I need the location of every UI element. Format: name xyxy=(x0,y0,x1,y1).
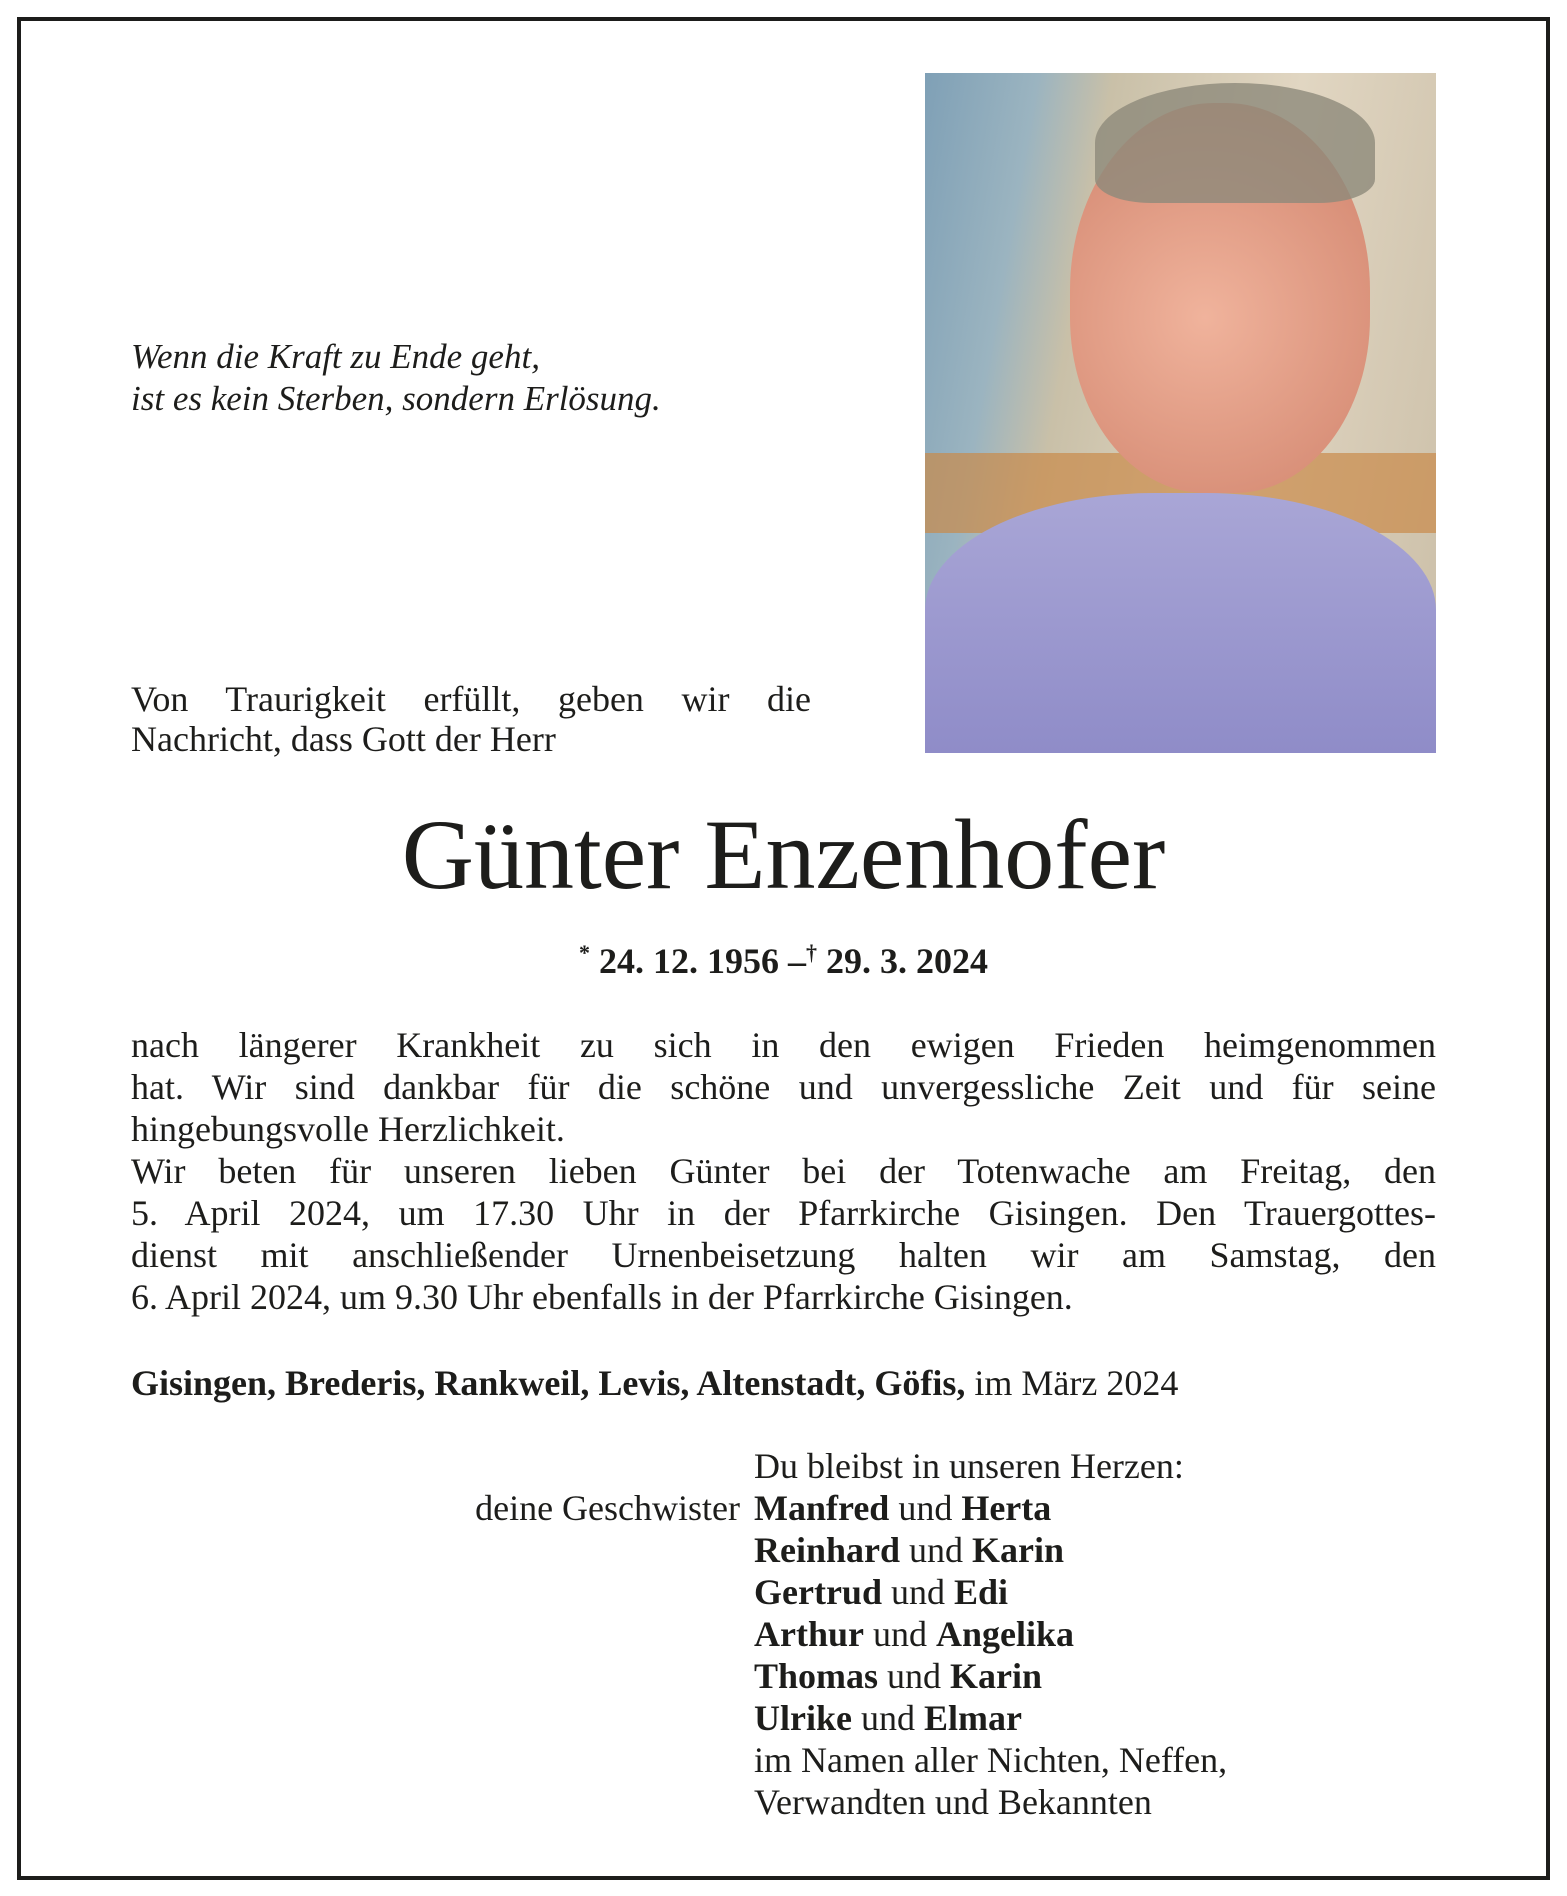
places-date-line xyxy=(131,1362,1178,1404)
body-line: hat. Wir sind dankbar für die schöne und unvergessliche Zeit und für seine xyxy=(131,1067,1436,1107)
sibling-name: Thomas xyxy=(754,1656,879,1696)
partner-name: Karin xyxy=(972,1530,1065,1570)
sibling-name: Arthur xyxy=(754,1614,864,1654)
and-word: und xyxy=(887,1656,942,1696)
places: Gisingen, Brederis, Rankweil, Levis, Altenstadt, Göfis, xyxy=(131,1363,966,1403)
birth-symbol: * xyxy=(579,940,590,965)
birth-date: 24. 12. 1956 xyxy=(599,941,779,981)
intro-line: Von Traurigkeit erfüllt, geben wir die xyxy=(131,679,811,719)
closing-line: im Namen aller Nichten, Neffen, xyxy=(754,1740,1228,1780)
death-date: 29. 3. 2024 xyxy=(826,941,988,981)
body-line: Wir beten für unseren lieben Günter bei der Totenwache am Freitag, den xyxy=(131,1151,1436,1191)
deceased-name: Günter Enzenhofer xyxy=(401,799,1166,910)
body-line: 5. April 2024, um 17.30 Uhr in der Pfarrkirche Gisingen. Den Trauergottes- xyxy=(131,1193,1436,1233)
date-separator: – xyxy=(788,941,806,981)
life-dates xyxy=(0,940,1567,982)
and-word: und xyxy=(860,1698,915,1738)
portrait-photo xyxy=(925,73,1436,753)
relation-label: deine Geschwister xyxy=(475,1488,740,1528)
quote-line: Wenn die Kraft zu Ende geht, xyxy=(131,337,540,376)
couple xyxy=(754,1571,1227,1613)
quote xyxy=(131,336,661,420)
body-line: 6. April 2024, um 9.30 Uhr ebenfalls in der Pfarrkirche Gisingen. xyxy=(131,1277,1073,1317)
sibling-name: Manfred xyxy=(754,1488,890,1528)
partner-name: Edi xyxy=(953,1572,1009,1612)
closing-line: Verwandten und Bekannten xyxy=(754,1782,1152,1822)
sibling-name: Gertrud xyxy=(754,1572,882,1612)
partner-name: Elmar xyxy=(923,1698,1022,1738)
quote-line: ist es kein Sterben, sondern Erlösung. xyxy=(131,379,661,418)
sibling-name: Reinhard xyxy=(754,1530,901,1570)
sibling-name: Ulrike xyxy=(754,1698,852,1738)
partner-name: Herta xyxy=(961,1488,1052,1528)
body-line: dienst mit anschließender Urnenbeisetzung halten wir am Samstag, den xyxy=(131,1235,1436,1275)
couple xyxy=(754,1697,1227,1739)
announcement-body xyxy=(131,1024,1436,1318)
and-word: und xyxy=(890,1572,945,1612)
couple xyxy=(754,1655,1227,1697)
signature-block xyxy=(754,1445,1227,1823)
partner-name: Karin xyxy=(950,1656,1043,1696)
couple xyxy=(754,1529,1227,1571)
body-line: hingebungsvolle Herzlichkeit. xyxy=(131,1109,565,1149)
couple xyxy=(754,1487,1227,1529)
and-word: und xyxy=(873,1614,927,1654)
death-symbol: † xyxy=(806,940,817,965)
and-word: und xyxy=(909,1530,964,1570)
couple xyxy=(754,1613,1227,1655)
signature-heading: Du bleibst in unseren Herzen: xyxy=(754,1446,1184,1486)
partner-name: Angelika xyxy=(936,1614,1075,1654)
intro-line: Nachricht, dass Gott der Herr xyxy=(131,719,556,759)
body-line: nach längerer Krankheit zu sich in den ewigen Frieden heimgenommen xyxy=(131,1025,1436,1065)
date-line: im März 2024 xyxy=(974,1363,1179,1403)
intro-text xyxy=(131,679,811,759)
and-word: und xyxy=(898,1488,953,1528)
